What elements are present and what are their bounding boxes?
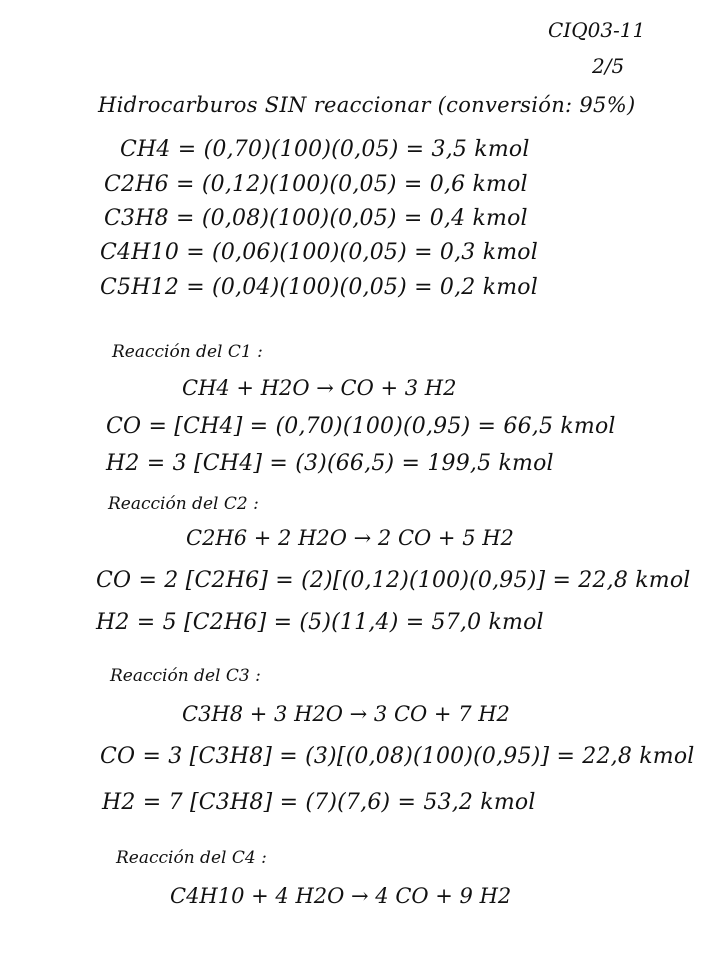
reaction-line: H2 = 5 [C2H6] = (5)(11,4) = 57,0 kmol bbox=[96, 610, 544, 635]
unreacted-row: C4H10 = (0,06)(100)(0,05) = 0,3 kmol bbox=[100, 240, 538, 265]
unreacted-title: Hidrocarburos SIN reaccionar (conversión: 95%) bbox=[98, 93, 636, 117]
reaction-equation: C2H6 + 2 H2O → 2 CO + 5 H2 bbox=[186, 526, 514, 550]
unreacted-row: CH4 = (0,70)(100)(0,05) = 3,5 kmol bbox=[120, 137, 530, 162]
reaction-equation: CH4 + H2O → CO + 3 H2 bbox=[182, 376, 457, 400]
reaction-line: H2 = 7 [C3H8] = (7)(7,6) = 53,2 kmol bbox=[102, 790, 536, 815]
document-code: CIQ03-11 bbox=[548, 18, 646, 42]
reaction-title: Reacción del C4 : bbox=[116, 848, 267, 868]
page-number: 2/5 bbox=[592, 54, 625, 78]
reaction-equation: C4H10 + 4 H2O → 4 CO + 9 H2 bbox=[170, 884, 512, 908]
unreacted-row: C5H12 = (0,04)(100)(0,05) = 0,2 kmol bbox=[100, 275, 538, 300]
reaction-line: CO = [CH4] = (0,70)(100)(0,95) = 66,5 kmol bbox=[106, 414, 616, 439]
reaction-line: H2 = 3 [CH4] = (3)(66,5) = 199,5 kmol bbox=[106, 451, 554, 476]
unreacted-row: C3H8 = (0,08)(100)(0,05) = 0,4 kmol bbox=[104, 206, 528, 231]
reaction-title: Reacción del C2 : bbox=[108, 494, 259, 514]
reaction-equation: C3H8 + 3 H2O → 3 CO + 7 H2 bbox=[182, 702, 510, 726]
reaction-line: CO = 3 [C3H8] = (3)[(0,08)(100)(0,95)] = 22,8 kmol bbox=[100, 744, 695, 769]
reaction-title: Reacción del C3 : bbox=[110, 666, 261, 686]
unreacted-row: C2H6 = (0,12)(100)(0,05) = 0,6 kmol bbox=[104, 172, 528, 197]
reaction-line: CO = 2 [C2H6] = (2)[(0,12)(100)(0,95)] = 22,8 kmol bbox=[96, 568, 691, 593]
reaction-title: Reacción del C1 : bbox=[112, 342, 263, 362]
